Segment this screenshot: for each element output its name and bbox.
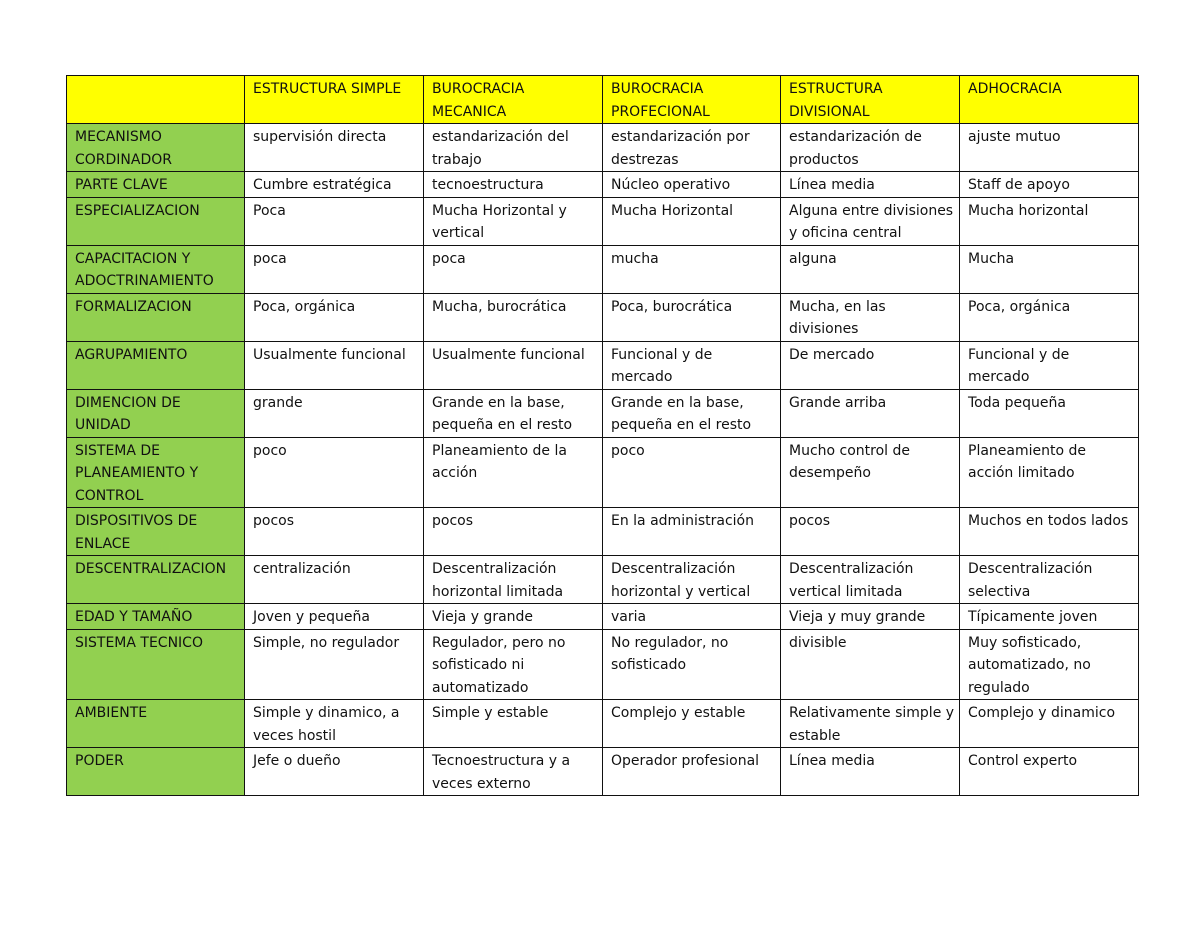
table-cell: estandarización de productos — [781, 124, 960, 172]
table-row — [67, 700, 1139, 748]
table-cell: tecnoestructura — [424, 172, 603, 198]
table-cell: Núcleo operativo — [603, 172, 781, 198]
row-label: SISTEMA TECNICO — [67, 629, 245, 700]
table-cell: poca — [424, 245, 603, 293]
table-row — [67, 629, 1139, 700]
table-cell: Complejo y dinamico — [960, 700, 1139, 748]
table-cell: Descentralización horizontal y vertical — [603, 556, 781, 604]
table-cell: Alguna entre divisiones y oficina central — [781, 197, 960, 245]
table-cell: grande — [245, 389, 424, 437]
table-cell: Mucha Horizontal y vertical — [424, 197, 603, 245]
table-cell: Complejo y estable — [603, 700, 781, 748]
table-cell: pocos — [781, 508, 960, 556]
table-cell: Relativamente simple y estable — [781, 700, 960, 748]
table-cell: Control experto — [960, 748, 1139, 796]
row-label: PARTE CLAVE — [67, 172, 245, 198]
table-cell: Regulador, pero no sofisticado ni automatizado — [424, 629, 603, 700]
table-cell: poca — [245, 245, 424, 293]
row-label: AGRUPAMIENTO — [67, 341, 245, 389]
table-cell: Grande en la base, pequeña en el resto — [424, 389, 603, 437]
table-cell: alguna — [781, 245, 960, 293]
table-cell: Línea media — [781, 748, 960, 796]
table-cell: Grande arriba — [781, 389, 960, 437]
table-cell: Vieja y grande — [424, 604, 603, 630]
table-row — [67, 389, 1139, 437]
table-cell: Muchos en todos lados — [960, 508, 1139, 556]
table-row — [67, 556, 1139, 604]
table-cell: Mucha Horizontal — [603, 197, 781, 245]
table-cell: Toda pequeña — [960, 389, 1139, 437]
row-label: MECANISMO CORDINADOR — [67, 124, 245, 172]
table-cell: Funcional y de mercado — [603, 341, 781, 389]
row-label: DESCENTRALIZACION — [67, 556, 245, 604]
table-cell: Jefe o dueño — [245, 748, 424, 796]
table-cell: Cumbre estratégica — [245, 172, 424, 198]
corner-cell — [67, 76, 245, 124]
comparison-table — [66, 75, 1139, 796]
table-cell: ajuste mutuo — [960, 124, 1139, 172]
table-row — [67, 508, 1139, 556]
table-cell: Línea media — [781, 172, 960, 198]
column-header: BUROCRACIA PROFECIONAL — [603, 76, 781, 124]
table-cell: mucha — [603, 245, 781, 293]
table-cell: Planeamiento de la acción — [424, 437, 603, 508]
table-row — [67, 124, 1139, 172]
table-cell: poco — [245, 437, 424, 508]
table-cell: Simple, no regulador — [245, 629, 424, 700]
header-row — [67, 76, 1139, 124]
table-cell: pocos — [424, 508, 603, 556]
table-row — [67, 437, 1139, 508]
table-cell: Mucha horizontal — [960, 197, 1139, 245]
table-cell: Usualmente funcional — [424, 341, 603, 389]
table-cell: Descentralización vertical limitada — [781, 556, 960, 604]
table-cell: Operador profesional — [603, 748, 781, 796]
table-cell: pocos — [245, 508, 424, 556]
table-cell: Tecnoestructura y a veces externo — [424, 748, 603, 796]
table-cell: estandarización por destrezas — [603, 124, 781, 172]
table-cell: Descentralización selectiva — [960, 556, 1139, 604]
column-header: ESTRUCTURA SIMPLE — [245, 76, 424, 124]
row-label: DIMENCION DE UNIDAD — [67, 389, 245, 437]
table-row — [67, 341, 1139, 389]
row-label: PODER — [67, 748, 245, 796]
row-label: FORMALIZACION — [67, 293, 245, 341]
table-cell: Poca, burocrática — [603, 293, 781, 341]
table-cell: supervisión directa — [245, 124, 424, 172]
table-cell: varia — [603, 604, 781, 630]
row-label: ESPECIALIZACION — [67, 197, 245, 245]
table-row — [67, 245, 1139, 293]
table-cell: Simple y dinamico, a veces hostil — [245, 700, 424, 748]
table-cell: Mucha, burocrática — [424, 293, 603, 341]
table-cell: Mucha, en las divisiones — [781, 293, 960, 341]
column-header: ESTRUCTURA DIVISIONAL — [781, 76, 960, 124]
row-label: EDAD Y TAMAÑO — [67, 604, 245, 630]
row-label: CAPACITACION Y ADOCTRINAMIENTO — [67, 245, 245, 293]
table-row — [67, 293, 1139, 341]
table-cell: Grande en la base, pequeña en el resto — [603, 389, 781, 437]
table-cell: De mercado — [781, 341, 960, 389]
table-row — [67, 197, 1139, 245]
table-row — [67, 748, 1139, 796]
table-cell: Usualmente funcional — [245, 341, 424, 389]
table-cell: Poca, orgánica — [245, 293, 424, 341]
table-body — [67, 76, 1139, 796]
table-cell: Mucha — [960, 245, 1139, 293]
table-cell: Planeamiento de acción limitado — [960, 437, 1139, 508]
table-cell: Poca, orgánica — [960, 293, 1139, 341]
table-cell: Simple y estable — [424, 700, 603, 748]
table-cell: estandarización del trabajo — [424, 124, 603, 172]
column-header: BUROCRACIA MECANICA — [424, 76, 603, 124]
table-cell: No regulador, no sofisticado — [603, 629, 781, 700]
row-label: DISPOSITIVOS DE ENLACE — [67, 508, 245, 556]
row-label: SISTEMA DE PLANEAMIENTO Y CONTROL — [67, 437, 245, 508]
table-cell: Vieja y muy grande — [781, 604, 960, 630]
table-cell: Poca — [245, 197, 424, 245]
table-cell: Muy sofisticado, automatizado, no regulado — [960, 629, 1139, 700]
table-row — [67, 604, 1139, 630]
table-cell: Staff de apoyo — [960, 172, 1139, 198]
table-row — [67, 172, 1139, 198]
table-cell: divisible — [781, 629, 960, 700]
table-cell: Funcional y de mercado — [960, 341, 1139, 389]
table-cell: Típicamente joven — [960, 604, 1139, 630]
table-cell: Joven y pequeña — [245, 604, 424, 630]
column-header: ADHOCRACIA — [960, 76, 1139, 124]
table-cell: centralización — [245, 556, 424, 604]
row-label: AMBIENTE — [67, 700, 245, 748]
table-cell: En la administración — [603, 508, 781, 556]
table-cell: poco — [603, 437, 781, 508]
table-cell: Descentralización horizontal limitada — [424, 556, 603, 604]
table-cell: Mucho control de desempeño — [781, 437, 960, 508]
